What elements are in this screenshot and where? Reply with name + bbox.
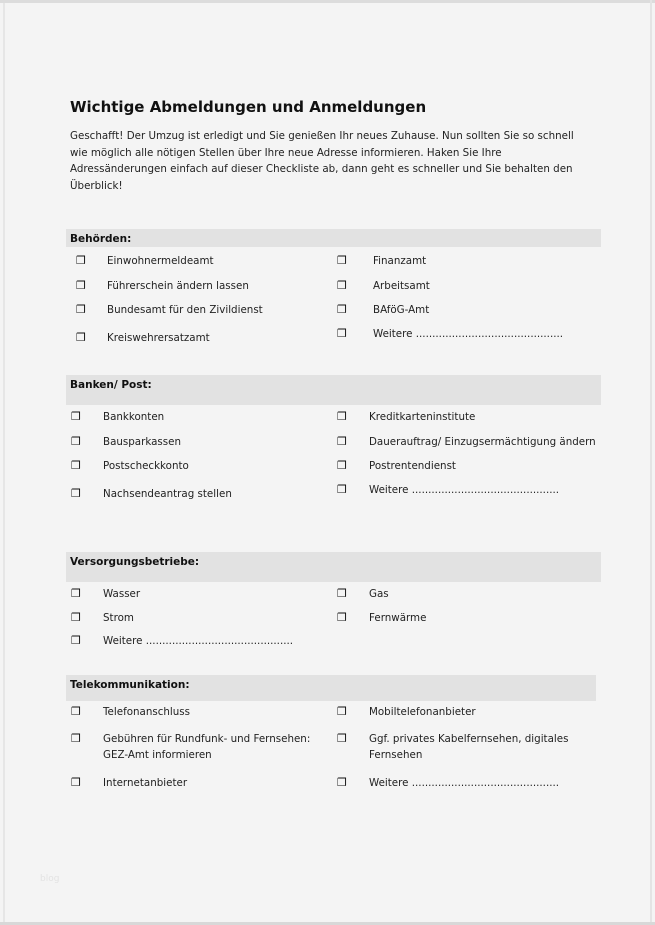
checkbox-icon[interactable]: ❒ bbox=[337, 732, 347, 745]
checklist-item: Postscheckkonto bbox=[103, 460, 189, 472]
checkbox-icon[interactable]: ❒ bbox=[71, 776, 81, 789]
section-heading-telekommunikation bbox=[66, 675, 596, 701]
checkbox-icon[interactable]: ❒ bbox=[337, 483, 347, 496]
checklist-item: Nachsendeantrag stellen bbox=[103, 488, 232, 500]
page-title: Wichtige Abmeldungen und Anmeldungen bbox=[70, 98, 427, 116]
checklist-item: Strom bbox=[103, 612, 134, 624]
checkbox-icon[interactable]: ❒ bbox=[71, 705, 81, 718]
section-heading-behoerden bbox=[66, 229, 601, 247]
checkbox-icon[interactable]: ❒ bbox=[337, 435, 347, 448]
checklist-item: Einwohnermeldeamt bbox=[107, 255, 214, 267]
intro-paragraph: Geschafft! Der Umzug ist erledigt und Sie genießen Ihr neues Zuhause. Nun sollten Sie so schnell wie möglich alle nötigen Stellen über Ihre neue Adresse informieren. Haken Sie Ihre Adressänderungen einfach auf dieser Checkliste ab, dann geht es schneller und Sie behalten den Überblick! bbox=[70, 130, 574, 192]
checklist-item: Arbeitsamt bbox=[373, 280, 430, 292]
page-border-left bbox=[3, 3, 5, 925]
page-border-right bbox=[650, 0, 652, 925]
checklist-item: Internetanbieter bbox=[103, 777, 188, 789]
section-heading-versorgungsbetriebe bbox=[66, 552, 601, 582]
checklist-item: Dauerauftrag/ Einzugsermächtigung ändern bbox=[369, 436, 596, 448]
checklist-item: Weitere ............................................. bbox=[369, 484, 560, 496]
section-heading-label: Telekommunikation: bbox=[70, 679, 190, 691]
checkbox-icon[interactable]: ❒ bbox=[337, 327, 347, 340]
checklist-item-continuation: Fernsehen bbox=[369, 749, 423, 761]
checklist-item: Kreditkarteninstitute bbox=[369, 411, 476, 423]
checkbox-icon[interactable]: ❒ bbox=[337, 303, 347, 316]
checkbox-icon[interactable]: ❒ bbox=[337, 705, 347, 718]
checklist-item: Finanzamt bbox=[373, 255, 427, 267]
page-border-top bbox=[0, 0, 655, 3]
checkbox-icon[interactable]: ❒ bbox=[71, 732, 81, 745]
checklist-item: Telefonanschluss bbox=[103, 706, 191, 718]
checklist-item: Bausparkassen bbox=[103, 436, 182, 448]
checkbox-icon[interactable]: ❒ bbox=[76, 331, 86, 344]
section-heading-label: Banken/ Post: bbox=[70, 379, 152, 391]
checkbox-icon[interactable]: ❒ bbox=[337, 587, 347, 600]
checklist-item: Weitere ............................................. bbox=[373, 328, 564, 340]
checkbox-icon[interactable]: ❒ bbox=[337, 410, 347, 423]
section-heading-label: Versorgungsbetriebe: bbox=[70, 556, 200, 568]
checklist-item: Bundesamt für den Zivildienst bbox=[107, 304, 263, 316]
checkbox-icon[interactable]: ❒ bbox=[71, 611, 81, 624]
checklist-item: Führerschein ändern lassen bbox=[107, 280, 249, 292]
checkbox-icon[interactable]: ❒ bbox=[337, 279, 347, 292]
checklist-item: Weitere ............................................. bbox=[103, 635, 294, 647]
watermark: blog bbox=[40, 874, 60, 884]
checkbox-icon[interactable]: ❒ bbox=[337, 459, 347, 472]
checkbox-icon[interactable]: ❒ bbox=[337, 776, 347, 789]
checklist-item: Gas bbox=[369, 588, 389, 600]
checkbox-icon[interactable]: ❒ bbox=[337, 611, 347, 624]
checkbox-icon[interactable]: ❒ bbox=[71, 459, 81, 472]
checklist-item: Mobiltelefonanbieter bbox=[369, 706, 476, 718]
checklist-item: Postrentendienst bbox=[369, 460, 456, 472]
checkbox-icon[interactable]: ❒ bbox=[71, 435, 81, 448]
checklist-item-continuation: GEZ-Amt informieren bbox=[103, 749, 212, 761]
checkbox-icon[interactable]: ❒ bbox=[71, 587, 81, 600]
checkbox-icon[interactable]: ❒ bbox=[71, 410, 81, 423]
checkbox-icon[interactable]: ❒ bbox=[76, 254, 86, 267]
checkbox-icon[interactable]: ❒ bbox=[337, 254, 347, 267]
section-heading-banken-post bbox=[66, 375, 601, 405]
checkbox-icon[interactable]: ❒ bbox=[71, 487, 81, 500]
checklist-item: BAföG-Amt bbox=[373, 304, 430, 316]
checklist-item: Wasser bbox=[103, 588, 141, 600]
checklist-item: Fernwärme bbox=[369, 612, 427, 624]
checkbox-icon[interactable]: ❒ bbox=[76, 279, 86, 292]
checklist-item: Gebühren für Rundfunk- und Fernsehen: bbox=[103, 733, 311, 745]
checkbox-icon[interactable]: ❒ bbox=[76, 303, 86, 316]
checklist-item: Bankkonten bbox=[103, 411, 165, 423]
section-heading-label: Behörden: bbox=[70, 233, 132, 245]
checklist-item: Weitere ............................................. bbox=[369, 777, 560, 789]
checklist-item: Ggf. privates Kabelfernsehen, digitales bbox=[369, 733, 569, 745]
checklist-item: Kreiswehrersatzamt bbox=[107, 332, 210, 344]
checkbox-icon[interactable]: ❒ bbox=[71, 634, 81, 647]
